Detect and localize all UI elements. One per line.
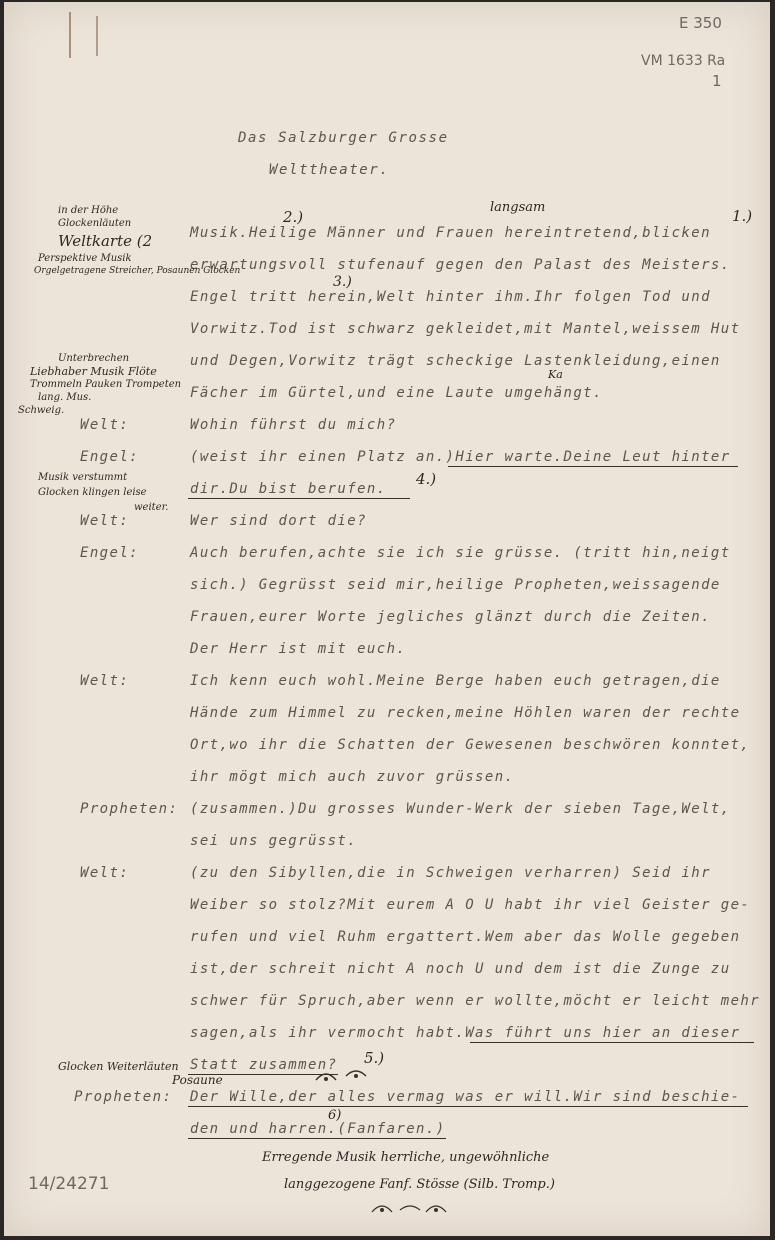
fermata-marks [308, 1064, 388, 1086]
dialogue-line: (zu den Sibyllen,die in Schweigen verharren) Seid ihr [190, 865, 711, 881]
dialogue-line: Der Herr ist mit euch. [190, 641, 407, 657]
pencil-mark [69, 12, 71, 58]
dialogue-line: Frauen,eurer Worte jegliches glänzt durch die Zeiten. [190, 609, 711, 625]
stage-direction-line: und Degen,Vorwitz trägt scheckige Lastenkleidung,einen [190, 353, 721, 369]
hand-underline [470, 1042, 754, 1043]
hand-note-ka: Ka [548, 368, 563, 381]
hand-note-langsam: langsam [490, 200, 546, 215]
dialogue-line: Wohin führst du mich? [190, 417, 397, 433]
margin-note-line: Musik verstummt [38, 472, 128, 483]
speaker-label: Welt: [80, 865, 130, 881]
dialogue-line: sei uns gegrüsst. [190, 833, 358, 849]
margin-note-line: Trommeln Pauken Trompeten [30, 379, 182, 390]
hand-underline [448, 466, 738, 467]
margin-note-line: Unterbrechen [58, 353, 130, 364]
dialogue-line: dir.Du bist berufen. [190, 481, 387, 497]
margin-note-bottom-posaune: Posaune [172, 1073, 223, 1087]
speaker-label: Welt: [80, 417, 130, 433]
speaker-label: Engel: [80, 449, 139, 465]
dialogue-line: den und harren.(Fanfaren.) [190, 1121, 446, 1137]
speaker-label: Propheten: [74, 1089, 173, 1105]
dialogue-line: ist,der schreit nicht A noch U und dem ist die Zunge zu [190, 961, 731, 977]
dialogue-line: Der Wille,der alles vermag was er will.Wir sind beschie- [190, 1089, 741, 1105]
speaker-label: Engel: [80, 545, 139, 561]
stage-direction-line: Fächer im Gürtel,und eine Laute umgehängt. [190, 385, 603, 401]
dialogue-line: sagen,als ihr vermocht habt.Was führt uns hier an dieser [190, 1025, 741, 1041]
dialogue-line: Ort,wo ihr die Schatten der Gewesenen beschwören konntet, [190, 737, 751, 753]
archive-signature-e: E 350 [679, 14, 722, 32]
document-subtitle: Welttheater. [269, 162, 390, 178]
margin-note-line: in der Höhe [58, 205, 119, 216]
hand-number-2: 2.) [283, 208, 304, 226]
margin-note-middle [18, 352, 182, 417]
hand-number-6: 6) [328, 1108, 342, 1123]
dialogue-line: Ich kenn euch wohl.Meine Berge haben euch getragen,die [190, 673, 721, 689]
margin-note-line: Weltkarte (2 [58, 232, 153, 250]
dialogue-line: sich.) Gegrüsst seid mir,heilige Propheten,weissagende [190, 577, 721, 593]
margin-note-top [34, 204, 241, 278]
margin-note-line: Perspektive Musik [38, 253, 132, 264]
dialogue-line: schwer für Spruch,aber wenn er wollte,möcht er leicht mehr [190, 993, 761, 1009]
archive-number-bottom: 14/24271 [28, 1174, 110, 1194]
dialogue-line: Hände zum Himmel zu recken,meine Höhlen waren der rechte [190, 705, 741, 721]
stage-direction-line: Vorwitz.Tod ist schwarz gekleidet,mit Mantel,weissem Hut [190, 321, 741, 337]
hand-number-4: 4.) [416, 470, 437, 488]
margin-note-line: Glockenläuten [58, 218, 132, 229]
margin-note-line: Glocken klingen leise [38, 487, 147, 498]
archive-signature-vm: VM 1633 Ra [641, 53, 726, 69]
bottom-hand-note-line: Erregende Musik herrliche, ungewöhnliche [262, 1150, 550, 1165]
hand-number-1: 1.) [732, 207, 753, 225]
dialogue-line: Statt zusammen? [190, 1057, 338, 1073]
dialogue-line: Weiber so stolz?Mit eurem A O U habt ihr viel Geister ge- [190, 897, 751, 913]
speaker-label: Welt: [80, 673, 130, 689]
bottom-hand-note-line: langgezogene Fanf. Stösse (Silb. Tromp.) [284, 1177, 555, 1192]
hand-underline [188, 1138, 446, 1139]
margin-note-line: lang. Mus. [38, 392, 92, 403]
fermata-marks-bottom [366, 1196, 456, 1220]
margin-note-bottom: Glocken Weiterläuten [58, 1060, 179, 1073]
dialogue-line: rufen und viel Ruhm ergattert.Wem aber das Wolle gegeben [190, 929, 741, 945]
pencil-mark [96, 16, 98, 56]
dialogue-line: Wer sind dort die? [190, 513, 367, 529]
margin-note-line: Orgelgetragene Streicher, Posaunen Glocken [34, 266, 241, 276]
margin-note-line: Liebhaber Musik Flöte [30, 365, 157, 378]
margin-note-line: Schweig. [18, 405, 65, 416]
margin-note-line: weiter. [134, 502, 169, 513]
hand-underline [188, 498, 410, 499]
hand-number-5: 5.) [364, 1049, 385, 1067]
speaker-label: Propheten: [80, 801, 179, 817]
speaker-label: Welt: [80, 513, 130, 529]
stage-direction-line: Musik.Heilige Männer und Frauen hereintretend,blicken [190, 225, 711, 241]
hand-number-3: 3.) [333, 274, 352, 290]
dialogue-line: (zusammen.)Du grosses Wunder-Werk der sieben Tage,Welt, [190, 801, 731, 817]
stage-direction-line: Engel tritt herein,Welt hinter ihm.Ihr folgen Tod und [190, 289, 711, 305]
dialogue-line: (weist ihr einen Platz an.)Hier warte.Deine Leut hinter [190, 449, 731, 465]
dialogue-line: Auch berufen,achte sie ich sie grüsse. (tritt hin,neigt [190, 545, 731, 561]
document-title: Das Salzburger Grosse [238, 130, 449, 146]
archive-signature-num: 1 [712, 72, 722, 90]
dialogue-line: ihr mögt mich auch zuvor grüssen. [190, 769, 515, 785]
hand-underline [188, 1106, 748, 1107]
margin-note-lower [38, 470, 168, 515]
stage-direction-line: erwartungsvoll stufenauf gegen den Palast des Meisters. [190, 257, 731, 273]
